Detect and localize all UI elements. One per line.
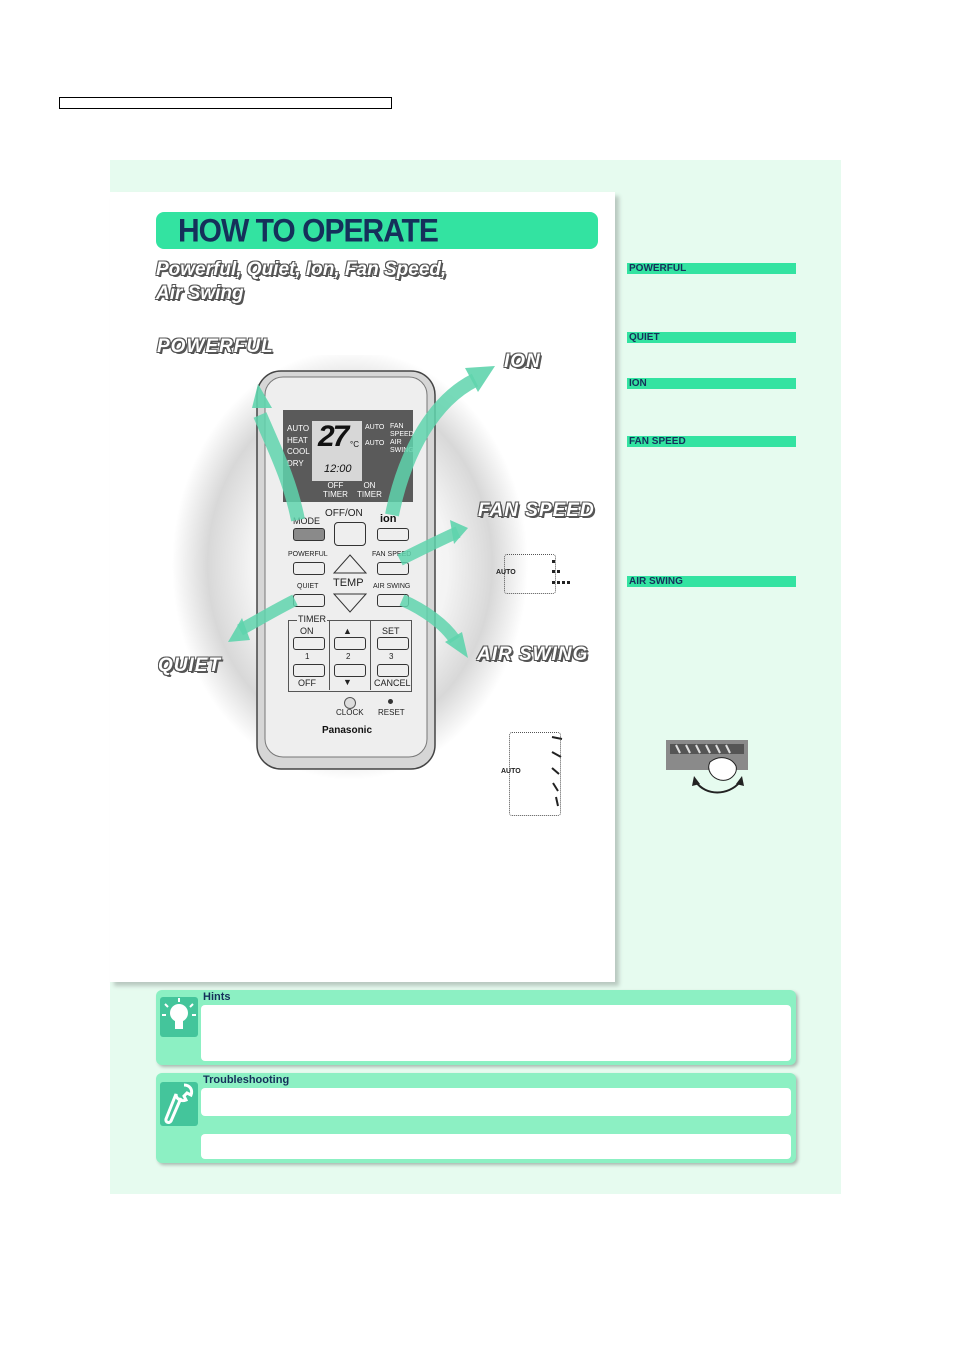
brand-logo: Panasonic [322, 725, 373, 736]
arrow-powerful-icon [260, 415, 298, 520]
reset-button[interactable] [388, 699, 393, 704]
sidebar-ion: ION [627, 378, 796, 389]
arrow-ion-icon [392, 380, 475, 515]
mode-label: MODE [293, 516, 320, 526]
temp-label: TEMP [333, 577, 364, 589]
timer-num-1: 1 [305, 652, 310, 661]
air-swing-louvers-icon [550, 735, 570, 807]
mode-cool: COOL [287, 447, 310, 456]
air-swing-label: AIR SWING [373, 583, 411, 590]
subtitle-line-1: Powerful, Quiet, Ion, Fan Speed, [156, 259, 447, 280]
timer-num-2: 2 [346, 652, 351, 661]
callout-air-swing: AIR SWING [477, 644, 589, 665]
timer-label: TIMER [298, 614, 326, 624]
swing-label-line-2: SWING [390, 447, 414, 454]
offon-label: OFF/ON [325, 508, 363, 519]
on-timer-line-2: TIMER [357, 490, 382, 499]
fan-label-line-1: FAN [390, 423, 404, 430]
sidebar-powerful: POWERFUL [627, 263, 796, 274]
fan-diagram-auto: AUTO [496, 569, 516, 576]
wrench-icon [162, 1083, 196, 1125]
off-timer-line-1: OFF [327, 481, 344, 490]
powerful-label: POWERFUL [288, 551, 328, 558]
lcd-fan-auto: AUTO [365, 424, 385, 431]
on-timer-line-1: ON [363, 481, 376, 490]
hints-title: Hints [203, 991, 231, 1003]
reset-label: RESET [378, 708, 405, 717]
sidebar-air-swing: AIR SWING [627, 576, 796, 587]
page-title: HOW TO OPERATE [178, 213, 438, 250]
timer-down-arrow-icon: ▼ [343, 677, 352, 687]
hints-content [201, 1005, 791, 1061]
callout-quiet: QUIET [158, 655, 222, 676]
arrow-quiet-icon [240, 600, 295, 630]
clock-label: CLOCK [336, 708, 364, 717]
fan-speed-bars-icon [552, 560, 578, 590]
louver-adjust-illustration [666, 740, 750, 798]
off-timer-line-2: TIMER [323, 490, 348, 499]
timer-on-label: ON [300, 626, 314, 636]
lcd-clock: 12:00 [324, 463, 352, 475]
troubleshooting-title: Troubleshooting [203, 1074, 290, 1086]
lcd-swing-auto: AUTO [365, 440, 385, 447]
troubleshooting-content-2 [201, 1134, 791, 1159]
timer-off-label: OFF [298, 678, 316, 688]
lightbulb-icon [162, 998, 196, 1036]
timer-off-button[interactable] [293, 664, 325, 677]
callout-powerful: POWERFUL [157, 336, 274, 357]
lcd-unit: °C [350, 440, 359, 449]
timer-cancel-button[interactable] [377, 664, 409, 677]
arrow-fan-icon [400, 532, 458, 560]
header-box [59, 97, 392, 109]
callout-fan-speed: FAN SPEED [478, 500, 595, 521]
troubleshooting-content-1 [201, 1088, 791, 1116]
swing-label-line-1: AIR [390, 439, 402, 446]
fan-speed-label: FAN SPEED [372, 551, 412, 558]
sidebar-fan-speed: FAN SPEED [627, 436, 796, 447]
mode-auto: AUTO [287, 424, 310, 433]
timer-down-button[interactable] [334, 664, 366, 677]
subtitle-line-2: Air Swing [156, 283, 244, 304]
lcd-temp: 27 [318, 420, 348, 453]
timer-set-label: SET [382, 626, 400, 636]
timer-num-3: 3 [389, 652, 394, 661]
mode-heat: HEAT [287, 435, 308, 445]
mode-dry: DRY [287, 458, 304, 468]
callout-ion: ION [504, 351, 541, 372]
section-subtitle [156, 258, 556, 306]
callout-arrows [220, 360, 510, 660]
timer-up-arrow-icon: ▲ [343, 626, 352, 636]
arrow-powerful-head-icon [252, 384, 272, 408]
arrow-swing-icon [402, 600, 455, 640]
sidebar-quiet: QUIET [627, 332, 796, 343]
timer-cancel-label: CANCEL [374, 678, 411, 688]
ion-label: ion [380, 513, 397, 525]
fan-label-line-2: SPEED [390, 431, 414, 438]
quiet-label: QUIET [297, 583, 319, 590]
swing-diagram-auto: AUTO [501, 768, 521, 775]
